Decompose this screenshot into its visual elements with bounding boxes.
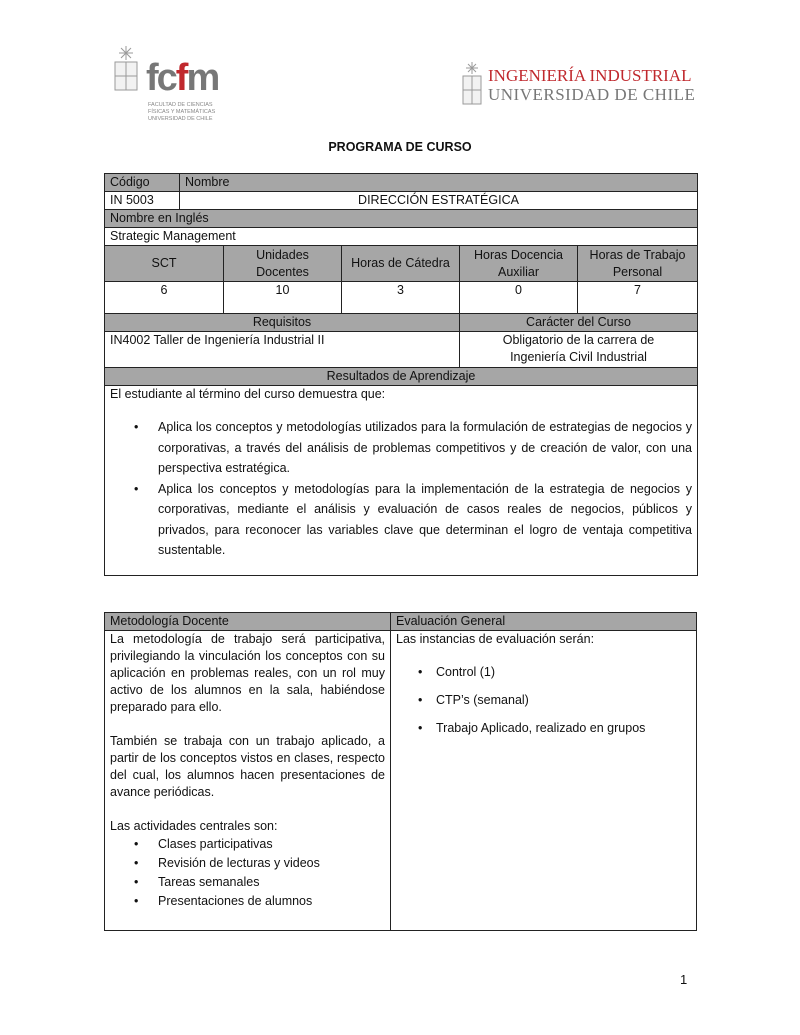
- activity-item: • Clases participativas: [158, 835, 385, 854]
- hours-header-personal: Horas de Trabajo Personal: [578, 246, 698, 282]
- english-name-label: Nombre en Inglés: [105, 210, 698, 228]
- activities-intro: Las actividades centrales son:: [110, 819, 278, 833]
- evaluation-list: [436, 658, 691, 742]
- methodology-paragraph-2: También se trabaja con un trabajo aplicado, a partir de los conceptos vistos en clases, respecto del cual, los alumnos hacen presentaciones de avance periódicas.: [110, 734, 385, 799]
- requirements-label: Requisitos: [105, 314, 460, 332]
- logo-line-1: FACULTAD DE CIENCIAS: [148, 102, 213, 108]
- course-code: IN 5003: [105, 192, 180, 210]
- outcomes-label: Resultados de Aprendizaje: [105, 368, 698, 386]
- outcome-item: • Aplica los conceptos y metodologías para la implementación de la estrategia de negocios y corporativas, mediante el análisis y evaluación de casos reales de negocios, públicos y privados, para reconocer las variables clave que determinan el logro de ventaja competitiva sustentable.: [158, 479, 692, 561]
- hours-value-sct: 6: [105, 282, 224, 314]
- page-number: 1: [680, 972, 688, 987]
- course-info-table: [104, 173, 698, 576]
- hours-value-auxiliar: 0: [460, 282, 578, 314]
- evaluation-intro: Las instancias de evaluación serán:: [396, 632, 595, 646]
- evaluation-item: • Control (1): [436, 658, 691, 686]
- outcomes-intro: El estudiante al término del curso demuestra que:: [110, 387, 386, 401]
- methodology-evaluation-table: [104, 612, 697, 931]
- logo-f-red: f: [175, 57, 187, 99]
- hours-header-auxiliar: Horas Docencia Auxiliar: [460, 246, 578, 282]
- logo-fc: fc: [146, 57, 176, 99]
- fcfm-logo: [110, 44, 240, 126]
- code-label: Código: [105, 174, 180, 192]
- hours-header-catedra: Horas de Cátedra: [342, 246, 460, 282]
- character-value: Obligatorio de la carrera de Ingeniería Civil Industrial: [460, 332, 698, 368]
- activity-item: • Presentaciones de alumnos: [158, 892, 385, 911]
- outcomes-list: [158, 417, 692, 561]
- outcomes-cell: [105, 386, 698, 576]
- university-shield-icon: [460, 62, 484, 108]
- activity-item: • Revisión de lecturas y videos: [158, 854, 385, 873]
- hours-value-personal: 7: [578, 282, 698, 314]
- outcome-item: • Aplica los conceptos y metodologías utilizados para la formulación de estrategias de negocios y corporativas, a través del análisis de problemas competitivos y de creación de valor, con una perspectiva estratégica.: [158, 417, 692, 479]
- evaluation-label: Evaluación General: [391, 613, 697, 631]
- evaluation-cell: [391, 631, 697, 931]
- activity-item: • Tareas semanales: [158, 873, 385, 892]
- hours-header-unidades: Unidades Docentes: [224, 246, 342, 282]
- page-title: PROGRAMA DE CURSO: [328, 140, 472, 154]
- name-label: Nombre: [180, 174, 698, 192]
- logo-line-1: INGENIERÍA INDUSTRIAL: [488, 66, 692, 85]
- methodology-paragraph-1: La metodología de trabajo será participativa, privilegiando la vinculación los conceptos con su aplicación en problemas reales, con un rol muy activo de los alumnos en la sala, habiéndose preparado para ello.: [110, 632, 385, 714]
- ingenieria-industrial-logo: [460, 60, 696, 110]
- course-name: DIRECCIÓN ESTRATÉGICA: [180, 192, 698, 210]
- hours-value-unidades: 10: [224, 282, 342, 314]
- logo-line-2: UNIVERSIDAD DE CHILE: [488, 85, 696, 104]
- evaluation-item: • CTP’s (semanal): [436, 686, 691, 714]
- evaluation-item: • Trabajo Aplicado, realizado en grupos: [436, 714, 691, 742]
- hours-value-catedra: 3: [342, 282, 460, 314]
- logo-m: m: [186, 57, 219, 99]
- requirements-value: IN4002 Taller de Ingeniería Industrial II: [105, 332, 460, 368]
- hours-header-sct: SCT: [105, 246, 224, 282]
- logo-line-2: FÍSICAS Y MATEMÁTICAS: [148, 109, 216, 115]
- methodology-cell: [105, 631, 391, 931]
- english-name: Strategic Management: [105, 228, 698, 246]
- activities-list: [158, 835, 385, 911]
- logo-line-3: UNIVERSIDAD DE CHILE: [148, 116, 213, 122]
- methodology-label: Metodología Docente: [105, 613, 391, 631]
- character-label: Carácter del Curso: [460, 314, 698, 332]
